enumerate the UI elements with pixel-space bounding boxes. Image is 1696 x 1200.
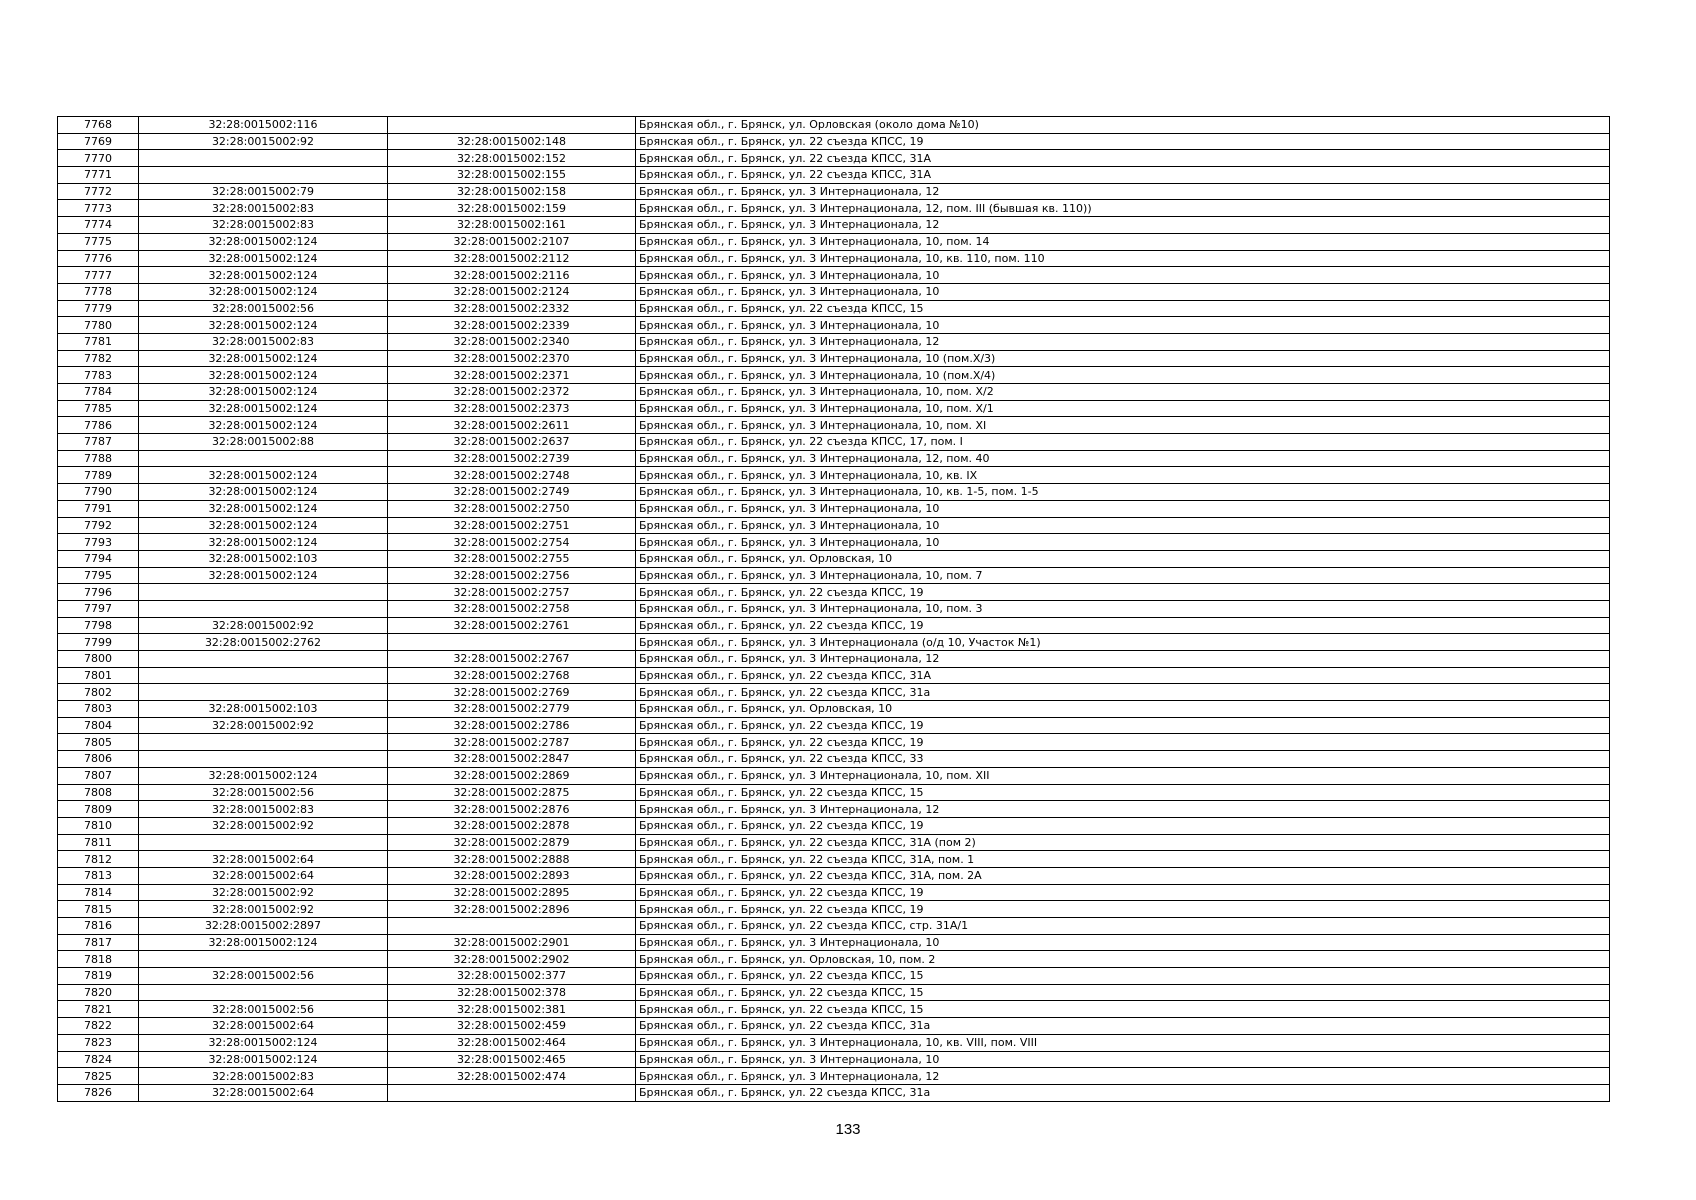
parcel-cadastral-number-cell: 32:28:0015002:2762 xyxy=(139,634,388,651)
address-cell: Брянская обл., г. Брянск, ул. 3 Интернационала, 10, пом. X/1 xyxy=(636,400,1610,417)
parcel-cadastral-number-cell: 32:28:0015002:124 xyxy=(139,417,388,434)
row-number-cell: 7797 xyxy=(58,600,139,617)
row-number-cell: 7825 xyxy=(58,1068,139,1085)
table-row xyxy=(58,817,1610,834)
table-row xyxy=(58,1018,1610,1035)
parcel-cadastral-number-cell: 32:28:0015002:124 xyxy=(139,517,388,534)
building-cadastral-number-cell: 32:28:0015002:2637 xyxy=(388,434,636,451)
address-cell: Брянская обл., г. Брянск, ул. 22 съезда КПСС, 31а xyxy=(636,1084,1610,1101)
building-cadastral-number-cell: 32:28:0015002:2847 xyxy=(388,751,636,768)
parcel-cadastral-number-cell: 32:28:0015002:124 xyxy=(139,1051,388,1068)
table-row xyxy=(58,350,1610,367)
address-cell: Брянская обл., г. Брянск, ул. 22 съезда КПСС, 15 xyxy=(636,1001,1610,1018)
table-row xyxy=(58,517,1610,534)
parcel-cadastral-number-cell: 32:28:0015002:83 xyxy=(139,1068,388,1085)
table-row xyxy=(58,600,1610,617)
building-cadastral-number-cell: 32:28:0015002:2107 xyxy=(388,233,636,250)
registry-table-body xyxy=(58,117,1610,1102)
parcel-cadastral-number-cell: 32:28:0015002:92 xyxy=(139,617,388,634)
address-cell: Брянская обл., г. Брянск, ул. 3 Интернационала, 12 xyxy=(636,1068,1610,1085)
parcel-cadastral-number-cell: 32:28:0015002:64 xyxy=(139,867,388,884)
parcel-cadastral-number-cell: 32:28:0015002:124 xyxy=(139,267,388,284)
table-row xyxy=(58,133,1610,150)
row-number-cell: 7779 xyxy=(58,300,139,317)
building-cadastral-number-cell xyxy=(388,117,636,134)
address-cell: Брянская обл., г. Брянск, ул. Орловская (около дома №10) xyxy=(636,117,1610,134)
row-number-cell: 7787 xyxy=(58,434,139,451)
address-cell: Брянская обл., г. Брянск, ул. 3 Интернационала, 12 xyxy=(636,217,1610,234)
building-cadastral-number-cell: 32:28:0015002:2879 xyxy=(388,834,636,851)
table-row xyxy=(58,1034,1610,1051)
row-number-cell: 7784 xyxy=(58,384,139,401)
building-cadastral-number-cell: 32:28:0015002:2370 xyxy=(388,350,636,367)
table-row xyxy=(58,584,1610,601)
building-cadastral-number-cell xyxy=(388,1084,636,1101)
table-row xyxy=(58,717,1610,734)
address-cell: Брянская обл., г. Брянск, ул. 22 съезда КПСС, 19 xyxy=(636,884,1610,901)
table-row xyxy=(58,834,1610,851)
row-number-cell: 7807 xyxy=(58,767,139,784)
building-cadastral-number-cell: 32:28:0015002:2751 xyxy=(388,517,636,534)
parcel-cadastral-number-cell: 32:28:0015002:124 xyxy=(139,283,388,300)
address-cell: Брянская обл., г. Брянск, ул. 3 Интернационала, 10, кв. VIII, пом. VIII xyxy=(636,1034,1610,1051)
row-number-cell: 7820 xyxy=(58,984,139,1001)
building-cadastral-number-cell: 32:28:0015002:2754 xyxy=(388,534,636,551)
table-row xyxy=(58,968,1610,985)
table-row xyxy=(58,667,1610,684)
building-cadastral-number-cell: 32:28:0015002:2901 xyxy=(388,934,636,951)
parcel-cadastral-number-cell: 32:28:0015002:2897 xyxy=(139,918,388,935)
address-cell: Брянская обл., г. Брянск, ул. 3 Интернационала, 10 xyxy=(636,934,1610,951)
parcel-cadastral-number-cell: 32:28:0015002:56 xyxy=(139,784,388,801)
address-cell: Брянская обл., г. Брянск, ул. 22 съезда КПСС, 15 xyxy=(636,784,1610,801)
address-cell: Брянская обл., г. Брянск, ул. 3 Интернационала, 12 xyxy=(636,183,1610,200)
address-cell: Брянская обл., г. Брянск, ул. 22 съезда КПСС, 19 xyxy=(636,133,1610,150)
parcel-cadastral-number-cell: 32:28:0015002:124 xyxy=(139,400,388,417)
parcel-cadastral-number-cell: 32:28:0015002:116 xyxy=(139,117,388,134)
building-cadastral-number-cell: 32:28:0015002:2749 xyxy=(388,484,636,501)
row-number-cell: 7786 xyxy=(58,417,139,434)
row-number-cell: 7788 xyxy=(58,450,139,467)
parcel-cadastral-number-cell: 32:28:0015002:124 xyxy=(139,367,388,384)
building-cadastral-number-cell: 32:28:0015002:378 xyxy=(388,984,636,1001)
parcel-cadastral-number-cell: 32:28:0015002:64 xyxy=(139,851,388,868)
address-cell: Брянская обл., г. Брянск, ул. 3 Интернационала, 10, кв. IX xyxy=(636,467,1610,484)
address-cell: Брянская обл., г. Брянск, ул. 3 Интернационала, 12 xyxy=(636,651,1610,668)
row-number-cell: 7814 xyxy=(58,884,139,901)
parcel-cadastral-number-cell: 32:28:0015002:124 xyxy=(139,500,388,517)
table-row xyxy=(58,617,1610,634)
address-cell: Брянская обл., г. Брянск, ул. 3 Интернационала, 10 xyxy=(636,517,1610,534)
row-number-cell: 7772 xyxy=(58,183,139,200)
address-cell: Брянская обл., г. Брянск, ул. 22 съезда КПСС, 31А xyxy=(636,167,1610,184)
parcel-cadastral-number-cell: 32:28:0015002:92 xyxy=(139,717,388,734)
parcel-cadastral-number-cell xyxy=(139,584,388,601)
table-row xyxy=(58,167,1610,184)
parcel-cadastral-number-cell xyxy=(139,651,388,668)
address-cell: Брянская обл., г. Брянск, ул. 3 Интернационала, 10, пом. X/2 xyxy=(636,384,1610,401)
table-row xyxy=(58,217,1610,234)
row-number-cell: 7817 xyxy=(58,934,139,951)
row-number-cell: 7782 xyxy=(58,350,139,367)
parcel-cadastral-number-cell: 32:28:0015002:124 xyxy=(139,484,388,501)
building-cadastral-number-cell: 32:28:0015002:2339 xyxy=(388,317,636,334)
parcel-cadastral-number-cell: 32:28:0015002:103 xyxy=(139,701,388,718)
parcel-cadastral-number-cell: 32:28:0015002:103 xyxy=(139,550,388,567)
building-cadastral-number-cell: 32:28:0015002:2902 xyxy=(388,951,636,968)
building-cadastral-number-cell: 32:28:0015002:2750 xyxy=(388,500,636,517)
parcel-cadastral-number-cell: 32:28:0015002:64 xyxy=(139,1084,388,1101)
building-cadastral-number-cell: 32:28:0015002:2756 xyxy=(388,567,636,584)
parcel-cadastral-number-cell xyxy=(139,951,388,968)
row-number-cell: 7821 xyxy=(58,1001,139,1018)
address-cell: Брянская обл., г. Брянск, ул. 22 съезда КПСС, 15 xyxy=(636,300,1610,317)
address-cell: Брянская обл., г. Брянск, ул. 3 Интернационала, 10 xyxy=(636,500,1610,517)
building-cadastral-number-cell: 32:28:0015002:459 xyxy=(388,1018,636,1035)
table-row xyxy=(58,701,1610,718)
address-cell: Брянская обл., г. Брянск, ул. 22 съезда КПСС, 17, пом. I xyxy=(636,434,1610,451)
address-cell: Брянская обл., г. Брянск, ул. 3 Интернационала, 10, пом. XII xyxy=(636,767,1610,784)
table-row xyxy=(58,567,1610,584)
address-cell: Брянская обл., г. Брянск, ул. 3 Интернационала, 10 xyxy=(636,1051,1610,1068)
address-cell: Брянская обл., г. Брянск, ул. Орловская, 10 xyxy=(636,550,1610,567)
row-number-cell: 7781 xyxy=(58,333,139,350)
building-cadastral-number-cell: 32:28:0015002:152 xyxy=(388,150,636,167)
building-cadastral-number-cell: 32:28:0015002:2888 xyxy=(388,851,636,868)
row-number-cell: 7775 xyxy=(58,233,139,250)
building-cadastral-number-cell: 32:28:0015002:2875 xyxy=(388,784,636,801)
parcel-cadastral-number-cell: 32:28:0015002:88 xyxy=(139,434,388,451)
row-number-cell: 7769 xyxy=(58,133,139,150)
address-cell: Брянская обл., г. Брянск, ул. 22 съезда КПСС, 31а xyxy=(636,684,1610,701)
parcel-cadastral-number-cell: 32:28:0015002:124 xyxy=(139,1034,388,1051)
row-number-cell: 7801 xyxy=(58,667,139,684)
address-cell: Брянская обл., г. Брянск, ул. 3 Интернационала, 10, пом. 7 xyxy=(636,567,1610,584)
building-cadastral-number-cell: 32:28:0015002:2739 xyxy=(388,450,636,467)
table-row xyxy=(58,1068,1610,1085)
table-row xyxy=(58,400,1610,417)
table-row xyxy=(58,751,1610,768)
row-number-cell: 7771 xyxy=(58,167,139,184)
row-number-cell: 7774 xyxy=(58,217,139,234)
table-row xyxy=(58,684,1610,701)
table-row xyxy=(58,984,1610,1001)
building-cadastral-number-cell: 32:28:0015002:2748 xyxy=(388,467,636,484)
building-cadastral-number-cell: 32:28:0015002:2787 xyxy=(388,734,636,751)
table-row xyxy=(58,867,1610,884)
table-row xyxy=(58,851,1610,868)
table-row xyxy=(58,550,1610,567)
row-number-cell: 7812 xyxy=(58,851,139,868)
parcel-cadastral-number-cell xyxy=(139,834,388,851)
row-number-cell: 7800 xyxy=(58,651,139,668)
row-number-cell: 7795 xyxy=(58,567,139,584)
table-row xyxy=(58,801,1610,818)
address-cell: Брянская обл., г. Брянск, ул. 22 съезда КПСС, 19 xyxy=(636,584,1610,601)
parcel-cadastral-number-cell xyxy=(139,684,388,701)
address-cell: Брянская обл., г. Брянск, ул. 22 съезда КПСС, 31А, пом. 2А xyxy=(636,867,1610,884)
table-row xyxy=(58,233,1610,250)
table-row xyxy=(58,300,1610,317)
table-row xyxy=(58,333,1610,350)
parcel-cadastral-number-cell: 32:28:0015002:124 xyxy=(139,767,388,784)
address-cell: Брянская обл., г. Брянск, ул. 3 Интернационала, 12 xyxy=(636,801,1610,818)
building-cadastral-number-cell: 32:28:0015002:2768 xyxy=(388,667,636,684)
building-cadastral-number-cell: 32:28:0015002:2893 xyxy=(388,867,636,884)
building-cadastral-number-cell: 32:28:0015002:381 xyxy=(388,1001,636,1018)
row-number-cell: 7805 xyxy=(58,734,139,751)
row-number-cell: 7796 xyxy=(58,584,139,601)
row-number-cell: 7780 xyxy=(58,317,139,334)
row-number-cell: 7794 xyxy=(58,550,139,567)
parcel-cadastral-number-cell: 32:28:0015002:124 xyxy=(139,384,388,401)
building-cadastral-number-cell: 32:28:0015002:155 xyxy=(388,167,636,184)
row-number-cell: 7798 xyxy=(58,617,139,634)
address-cell: Брянская обл., г. Брянск, ул. 3 Интернационала, 12, пом. III (бывшая кв. 110)) xyxy=(636,200,1610,217)
table-row xyxy=(58,283,1610,300)
table-row xyxy=(58,417,1610,434)
table-row xyxy=(58,117,1610,134)
building-cadastral-number-cell: 32:28:0015002:2757 xyxy=(388,584,636,601)
address-cell: Брянская обл., г. Брянск, ул. 22 съезда КПСС, стр. 31А/1 xyxy=(636,918,1610,935)
address-cell: Брянская обл., г. Брянск, ул. 3 Интернационала, 10, пом. XI xyxy=(636,417,1610,434)
address-cell: Брянская обл., г. Брянск, ул. 22 съезда КПСС, 19 xyxy=(636,817,1610,834)
row-number-cell: 7776 xyxy=(58,250,139,267)
address-cell: Брянская обл., г. Брянск, ул. 3 Интернационала, 10, пом. 14 xyxy=(636,233,1610,250)
row-number-cell: 7770 xyxy=(58,150,139,167)
building-cadastral-number-cell: 32:28:0015002:2767 xyxy=(388,651,636,668)
building-cadastral-number-cell: 32:28:0015002:2755 xyxy=(388,550,636,567)
building-cadastral-number-cell: 32:28:0015002:2371 xyxy=(388,367,636,384)
table-row xyxy=(58,367,1610,384)
building-cadastral-number-cell: 32:28:0015002:2758 xyxy=(388,600,636,617)
table-row xyxy=(58,734,1610,751)
page-number: 133 xyxy=(835,1121,861,1138)
table-row xyxy=(58,317,1610,334)
parcel-cadastral-number-cell: 32:28:0015002:92 xyxy=(139,817,388,834)
parcel-cadastral-number-cell: 32:28:0015002:83 xyxy=(139,217,388,234)
address-cell: Брянская обл., г. Брянск, ул. 3 Интернационала, 10 xyxy=(636,317,1610,334)
row-number-cell: 7783 xyxy=(58,367,139,384)
building-cadastral-number-cell: 32:28:0015002:2112 xyxy=(388,250,636,267)
parcel-cadastral-number-cell: 32:28:0015002:124 xyxy=(139,534,388,551)
address-cell: Брянская обл., г. Брянск, ул. Орловская, 10, пом. 2 xyxy=(636,951,1610,968)
parcel-cadastral-number-cell xyxy=(139,734,388,751)
parcel-cadastral-number-cell: 32:28:0015002:56 xyxy=(139,968,388,985)
table-row xyxy=(58,918,1610,935)
address-cell: Брянская обл., г. Брянск, ул. 3 Интернационала, 10 (пом.X/3) xyxy=(636,350,1610,367)
parcel-cadastral-number-cell: 32:28:0015002:64 xyxy=(139,1018,388,1035)
row-number-cell: 7804 xyxy=(58,717,139,734)
building-cadastral-number-cell: 32:28:0015002:2340 xyxy=(388,333,636,350)
building-cadastral-number-cell: 32:28:0015002:2116 xyxy=(388,267,636,284)
table-row xyxy=(58,634,1610,651)
parcel-cadastral-number-cell: 32:28:0015002:124 xyxy=(139,317,388,334)
row-number-cell: 7811 xyxy=(58,834,139,851)
table-row xyxy=(58,784,1610,801)
parcel-cadastral-number-cell: 32:28:0015002:92 xyxy=(139,884,388,901)
row-number-cell: 7777 xyxy=(58,267,139,284)
building-cadastral-number-cell: 32:28:0015002:2779 xyxy=(388,701,636,718)
parcel-cadastral-number-cell: 32:28:0015002:83 xyxy=(139,200,388,217)
building-cadastral-number-cell: 32:28:0015002:2769 xyxy=(388,684,636,701)
address-cell: Брянская обл., г. Брянск, ул. 3 Интернационала, 10 xyxy=(636,534,1610,551)
table-row xyxy=(58,384,1610,401)
row-number-cell: 7789 xyxy=(58,467,139,484)
row-number-cell: 7790 xyxy=(58,484,139,501)
table-row xyxy=(58,150,1610,167)
table-row xyxy=(58,267,1610,284)
address-cell: Брянская обл., г. Брянск, ул. 3 Интернационала, 10 (пом.X/4) xyxy=(636,367,1610,384)
table-row xyxy=(58,450,1610,467)
parcel-cadastral-number-cell: 32:28:0015002:92 xyxy=(139,133,388,150)
row-number-cell: 7826 xyxy=(58,1084,139,1101)
row-number-cell: 7768 xyxy=(58,117,139,134)
table-row xyxy=(58,200,1610,217)
address-cell: Брянская обл., г. Брянск, ул. 3 Интернационала, 10 xyxy=(636,283,1610,300)
parcel-cadastral-number-cell: 32:28:0015002:92 xyxy=(139,901,388,918)
row-number-cell: 7799 xyxy=(58,634,139,651)
address-cell: Брянская обл., г. Брянск, ул. 22 съезда КПСС, 19 xyxy=(636,734,1610,751)
address-cell: Брянская обл., г. Брянск, ул. 3 Интернационала, 10, кв. 110, пом. 110 xyxy=(636,250,1610,267)
building-cadastral-number-cell: 32:28:0015002:158 xyxy=(388,183,636,200)
address-cell: Брянская обл., г. Брянск, ул. 3 Интернационала, 10, пом. 3 xyxy=(636,600,1610,617)
registry-table xyxy=(57,116,1610,1102)
row-number-cell: 7813 xyxy=(58,867,139,884)
building-cadastral-number-cell: 32:28:0015002:2373 xyxy=(388,400,636,417)
parcel-cadastral-number-cell xyxy=(139,984,388,1001)
table-row xyxy=(58,250,1610,267)
building-cadastral-number-cell: 32:28:0015002:161 xyxy=(388,217,636,234)
building-cadastral-number-cell xyxy=(388,918,636,935)
parcel-cadastral-number-cell: 32:28:0015002:124 xyxy=(139,467,388,484)
table-row xyxy=(58,934,1610,951)
table-row xyxy=(58,651,1610,668)
table-row xyxy=(58,1001,1610,1018)
table-row xyxy=(58,1051,1610,1068)
row-number-cell: 7803 xyxy=(58,701,139,718)
row-number-cell: 7778 xyxy=(58,283,139,300)
address-cell: Брянская обл., г. Брянск, ул. 22 съезда КПСС, 31А, пом. 1 xyxy=(636,851,1610,868)
address-cell: Брянская обл., г. Брянск, ул. 22 съезда КПСС, 31А (пом 2) xyxy=(636,834,1610,851)
building-cadastral-number-cell: 32:28:0015002:474 xyxy=(388,1068,636,1085)
building-cadastral-number-cell: 32:28:0015002:2895 xyxy=(388,884,636,901)
building-cadastral-number-cell: 32:28:0015002:2124 xyxy=(388,283,636,300)
row-number-cell: 7792 xyxy=(58,517,139,534)
table-row xyxy=(58,767,1610,784)
row-number-cell: 7806 xyxy=(58,751,139,768)
parcel-cadastral-number-cell xyxy=(139,450,388,467)
parcel-cadastral-number-cell: 32:28:0015002:56 xyxy=(139,300,388,317)
parcel-cadastral-number-cell xyxy=(139,167,388,184)
parcel-cadastral-number-cell xyxy=(139,751,388,768)
address-cell: Брянская обл., г. Брянск, ул. 22 съезда КПСС, 15 xyxy=(636,984,1610,1001)
table-row xyxy=(58,534,1610,551)
building-cadastral-number-cell: 32:28:0015002:2896 xyxy=(388,901,636,918)
row-number-cell: 7823 xyxy=(58,1034,139,1051)
parcel-cadastral-number-cell xyxy=(139,667,388,684)
building-cadastral-number-cell: 32:28:0015002:2611 xyxy=(388,417,636,434)
table-row xyxy=(58,183,1610,200)
row-number-cell: 7810 xyxy=(58,817,139,834)
row-number-cell: 7808 xyxy=(58,784,139,801)
address-cell: Брянская обл., г. Брянск, ул. 3 Интернационала, 12 xyxy=(636,333,1610,350)
address-cell: Брянская обл., г. Брянск, ул. 22 съезда КПСС, 31А xyxy=(636,667,1610,684)
building-cadastral-number-cell xyxy=(388,634,636,651)
building-cadastral-number-cell: 32:28:0015002:377 xyxy=(388,968,636,985)
address-cell: Брянская обл., г. Брянск, ул. Орловская, 10 xyxy=(636,701,1610,718)
parcel-cadastral-number-cell xyxy=(139,150,388,167)
row-number-cell: 7815 xyxy=(58,901,139,918)
building-cadastral-number-cell: 32:28:0015002:465 xyxy=(388,1051,636,1068)
building-cadastral-number-cell: 32:28:0015002:148 xyxy=(388,133,636,150)
parcel-cadastral-number-cell: 32:28:0015002:124 xyxy=(139,350,388,367)
parcel-cadastral-number-cell: 32:28:0015002:83 xyxy=(139,333,388,350)
address-cell: Брянская обл., г. Брянск, ул. 22 съезда КПСС, 33 xyxy=(636,751,1610,768)
table-row xyxy=(58,434,1610,451)
parcel-cadastral-number-cell: 32:28:0015002:83 xyxy=(139,801,388,818)
building-cadastral-number-cell: 32:28:0015002:2372 xyxy=(388,384,636,401)
address-cell: Брянская обл., г. Брянск, ул. 22 съезда КПСС, 19 xyxy=(636,617,1610,634)
table-row xyxy=(58,951,1610,968)
parcel-cadastral-number-cell: 32:28:0015002:124 xyxy=(139,567,388,584)
row-number-cell: 7785 xyxy=(58,400,139,417)
building-cadastral-number-cell: 32:28:0015002:2761 xyxy=(388,617,636,634)
address-cell: Брянская обл., г. Брянск, ул. 3 Интернационала, 12, пом. 40 xyxy=(636,450,1610,467)
table-row xyxy=(58,484,1610,501)
table-row xyxy=(58,901,1610,918)
table-row xyxy=(58,1084,1610,1101)
address-cell: Брянская обл., г. Брянск, ул. 22 съезда КПСС, 31А xyxy=(636,150,1610,167)
parcel-cadastral-number-cell: 32:28:0015002:124 xyxy=(139,233,388,250)
address-cell: Брянская обл., г. Брянск, ул. 22 съезда КПСС, 19 xyxy=(636,717,1610,734)
table-row xyxy=(58,884,1610,901)
table-row xyxy=(58,500,1610,517)
row-number-cell: 7809 xyxy=(58,801,139,818)
address-cell: Брянская обл., г. Брянск, ул. 22 съезда КПСС, 15 xyxy=(636,968,1610,985)
row-number-cell: 7793 xyxy=(58,534,139,551)
address-cell: Брянская обл., г. Брянск, ул. 3 Интернационала, 10 xyxy=(636,267,1610,284)
row-number-cell: 7802 xyxy=(58,684,139,701)
row-number-cell: 7819 xyxy=(58,968,139,985)
building-cadastral-number-cell: 32:28:0015002:2876 xyxy=(388,801,636,818)
parcel-cadastral-number-cell: 32:28:0015002:56 xyxy=(139,1001,388,1018)
row-number-cell: 7818 xyxy=(58,951,139,968)
parcel-cadastral-number-cell: 32:28:0015002:124 xyxy=(139,250,388,267)
address-cell: Брянская обл., г. Брянск, ул. 3 Интернационала (о/д 10, Участок №1) xyxy=(636,634,1610,651)
address-cell: Брянская обл., г. Брянск, ул. 3 Интернационала, 10, кв. 1-5, пом. 1-5 xyxy=(636,484,1610,501)
row-number-cell: 7816 xyxy=(58,918,139,935)
address-cell: Брянская обл., г. Брянск, ул. 22 съезда КПСС, 31а xyxy=(636,1018,1610,1035)
address-cell: Брянская обл., г. Брянск, ул. 22 съезда КПСС, 19 xyxy=(636,901,1610,918)
building-cadastral-number-cell: 32:28:0015002:159 xyxy=(388,200,636,217)
building-cadastral-number-cell: 32:28:0015002:2869 xyxy=(388,767,636,784)
parcel-cadastral-number-cell xyxy=(139,600,388,617)
parcel-cadastral-number-cell: 32:28:0015002:79 xyxy=(139,183,388,200)
building-cadastral-number-cell: 32:28:0015002:2878 xyxy=(388,817,636,834)
row-number-cell: 7822 xyxy=(58,1018,139,1035)
row-number-cell: 7824 xyxy=(58,1051,139,1068)
table-row xyxy=(58,467,1610,484)
building-cadastral-number-cell: 32:28:0015002:464 xyxy=(388,1034,636,1051)
row-number-cell: 7773 xyxy=(58,200,139,217)
parcel-cadastral-number-cell: 32:28:0015002:124 xyxy=(139,934,388,951)
row-number-cell: 7791 xyxy=(58,500,139,517)
building-cadastral-number-cell: 32:28:0015002:2332 xyxy=(388,300,636,317)
building-cadastral-number-cell: 32:28:0015002:2786 xyxy=(388,717,636,734)
